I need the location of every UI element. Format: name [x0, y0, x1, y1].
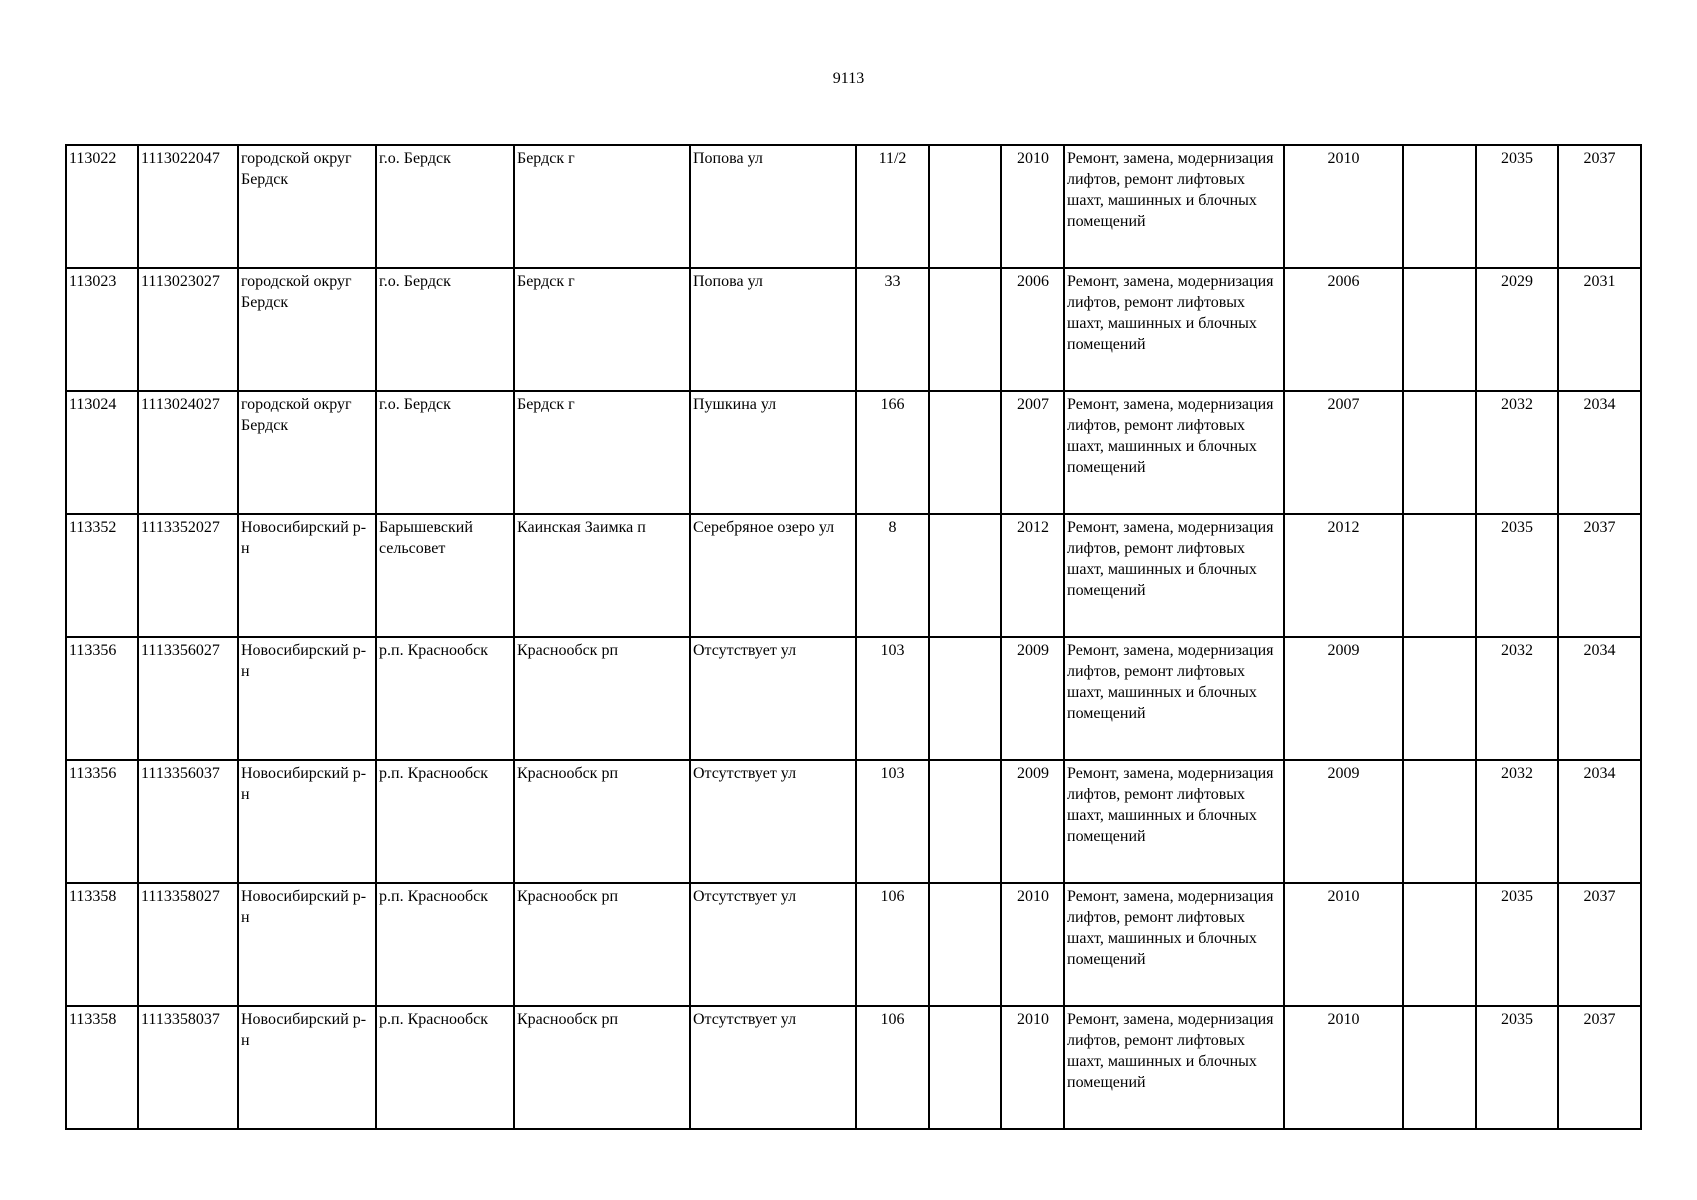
settlement-cell: р.п. Краснообск: [376, 637, 514, 760]
locality-cell: Краснообск рп: [514, 883, 690, 1006]
house-id-cell: 1113358027: [138, 883, 238, 1006]
period-end-cell: 2034: [1558, 760, 1641, 883]
empty-cell: [1403, 391, 1476, 514]
period-end-cell: 2034: [1558, 637, 1641, 760]
house-number-cell: 33: [856, 268, 929, 391]
municipal-district-cell: городской округ Бердск: [238, 268, 376, 391]
municipal-district-cell: Новосибирский р-н: [238, 1006, 376, 1129]
street-cell: Отсутствует ул: [690, 883, 856, 1006]
last-repair-year-cell: 2012: [1284, 514, 1403, 637]
work-type-cell: Ремонт, замена, модернизация лифтов, ремонт лифтовых шахт, машинных и блочных помещений: [1064, 637, 1284, 760]
locality-cell: Бердск г: [514, 145, 690, 268]
region-code-cell: 113356: [66, 760, 138, 883]
street-cell: Попова ул: [690, 145, 856, 268]
last-repair-year-cell: 2009: [1284, 637, 1403, 760]
building-cell: [929, 145, 1001, 268]
period-end-cell: 2031: [1558, 268, 1641, 391]
region-code-cell: 113023: [66, 268, 138, 391]
work-type-cell: Ремонт, замена, модернизация лифтов, ремонт лифтовых шахт, машинных и блочных помещений: [1064, 145, 1284, 268]
settlement-cell: г.о. Бердск: [376, 268, 514, 391]
last-repair-year-cell: 2010: [1284, 883, 1403, 1006]
municipal-district-cell: Новосибирский р-н: [238, 637, 376, 760]
locality-cell: Бердск г: [514, 391, 690, 514]
period-start-cell: 2032: [1476, 760, 1558, 883]
settlement-cell: р.п. Краснообск: [376, 760, 514, 883]
house-id-cell: 1113024027: [138, 391, 238, 514]
page-number: 9113: [832, 70, 865, 87]
commission-year-cell: 2010: [1001, 1006, 1064, 1129]
empty-cell: [1403, 145, 1476, 268]
municipal-district-cell: городской округ Бердск: [238, 145, 376, 268]
last-repair-year-cell: 2009: [1284, 760, 1403, 883]
empty-cell: [1403, 760, 1476, 883]
settlement-cell: Барышевский сельсовет: [376, 514, 514, 637]
municipal-district-cell: Новосибирский р-н: [238, 760, 376, 883]
period-start-cell: 2029: [1476, 268, 1558, 391]
house-id-cell: 1113356037: [138, 760, 238, 883]
house-number-cell: 103: [856, 637, 929, 760]
commission-year-cell: 2012: [1001, 514, 1064, 637]
period-start-cell: 2032: [1476, 637, 1558, 760]
street-cell: Попова ул: [690, 268, 856, 391]
region-code-cell: 113356: [66, 637, 138, 760]
house-id-cell: 1113022047: [138, 145, 238, 268]
locality-cell: Краснообск рп: [514, 637, 690, 760]
locality-cell: Краснообск рп: [514, 1006, 690, 1129]
region-code-cell: 113024: [66, 391, 138, 514]
house-id-cell: 1113352027: [138, 514, 238, 637]
house-number-cell: 11/2: [856, 145, 929, 268]
house-id-cell: 1113023027: [138, 268, 238, 391]
empty-cell: [1403, 883, 1476, 1006]
building-cell: [929, 391, 1001, 514]
region-code-cell: 113352: [66, 514, 138, 637]
house-number-cell: 8: [856, 514, 929, 637]
settlement-cell: р.п. Краснообск: [376, 883, 514, 1006]
empty-cell: [1403, 637, 1476, 760]
last-repair-year-cell: 2006: [1284, 268, 1403, 391]
street-cell: Пушкина ул: [690, 391, 856, 514]
period-end-cell: 2037: [1558, 883, 1641, 1006]
municipal-district-cell: городской округ Бердск: [238, 391, 376, 514]
period-end-cell: 2037: [1558, 514, 1641, 637]
period-end-cell: 2037: [1558, 1006, 1641, 1129]
street-cell: Серебряное озеро ул: [690, 514, 856, 637]
house-number-cell: 103: [856, 760, 929, 883]
table-row: [66, 391, 1641, 514]
region-code-cell: 113022: [66, 145, 138, 268]
period-end-cell: 2037: [1558, 145, 1641, 268]
building-cell: [929, 760, 1001, 883]
work-type-cell: Ремонт, замена, модернизация лифтов, ремонт лифтовых шахт, машинных и блочных помещений: [1064, 514, 1284, 637]
work-type-cell: Ремонт, замена, модернизация лифтов, ремонт лифтовых шахт, машинных и блочных помещений: [1064, 391, 1284, 514]
house-number-cell: 106: [856, 1006, 929, 1129]
table-row: [66, 268, 1641, 391]
last-repair-year-cell: 2007: [1284, 391, 1403, 514]
municipal-district-cell: Новосибирский р-н: [238, 514, 376, 637]
settlement-cell: г.о. Бердск: [376, 145, 514, 268]
building-cell: [929, 1006, 1001, 1129]
work-type-cell: Ремонт, замена, модернизация лифтов, ремонт лифтовых шахт, машинных и блочных помещений: [1064, 883, 1284, 1006]
commission-year-cell: 2006: [1001, 268, 1064, 391]
registry-table: [65, 144, 1642, 1130]
municipal-district-cell: Новосибирский р-н: [238, 883, 376, 1006]
street-cell: Отсутствует ул: [690, 1006, 856, 1129]
street-cell: Отсутствует ул: [690, 637, 856, 760]
commission-year-cell: 2009: [1001, 637, 1064, 760]
settlement-cell: р.п. Краснообск: [376, 1006, 514, 1129]
house-id-cell: 1113358037: [138, 1006, 238, 1129]
region-code-cell: 113358: [66, 883, 138, 1006]
last-repair-year-cell: 2010: [1284, 1006, 1403, 1129]
period-start-cell: 2035: [1476, 514, 1558, 637]
empty-cell: [1403, 514, 1476, 637]
table-row: [66, 1006, 1641, 1129]
locality-cell: Каинская Заимка п: [514, 514, 690, 637]
commission-year-cell: 2009: [1001, 760, 1064, 883]
period-start-cell: 2035: [1476, 145, 1558, 268]
period-start-cell: 2035: [1476, 883, 1558, 1006]
locality-cell: Бердск г: [514, 268, 690, 391]
street-cell: Отсутствует ул: [690, 760, 856, 883]
building-cell: [929, 883, 1001, 1006]
period-start-cell: 2032: [1476, 391, 1558, 514]
empty-cell: [1403, 1006, 1476, 1129]
table-row: [66, 514, 1641, 637]
table-row: [66, 637, 1641, 760]
house-number-cell: 106: [856, 883, 929, 1006]
house-id-cell: 1113356027: [138, 637, 238, 760]
last-repair-year-cell: 2010: [1284, 145, 1403, 268]
work-type-cell: Ремонт, замена, модернизация лифтов, ремонт лифтовых шахт, машинных и блочных помещений: [1064, 1006, 1284, 1129]
period-start-cell: 2035: [1476, 1006, 1558, 1129]
work-type-cell: Ремонт, замена, модернизация лифтов, ремонт лифтовых шахт, машинных и блочных помещений: [1064, 268, 1284, 391]
building-cell: [929, 514, 1001, 637]
table-row: [66, 883, 1641, 1006]
table-row: [66, 145, 1641, 268]
region-code-cell: 113358: [66, 1006, 138, 1129]
house-number-cell: 166: [856, 391, 929, 514]
empty-cell: [1403, 268, 1476, 391]
commission-year-cell: 2010: [1001, 145, 1064, 268]
building-cell: [929, 268, 1001, 391]
period-end-cell: 2034: [1558, 391, 1641, 514]
work-type-cell: Ремонт, замена, модернизация лифтов, ремонт лифтовых шахт, машинных и блочных помещений: [1064, 760, 1284, 883]
building-cell: [929, 637, 1001, 760]
locality-cell: Краснообск рп: [514, 760, 690, 883]
commission-year-cell: 2007: [1001, 391, 1064, 514]
settlement-cell: г.о. Бердск: [376, 391, 514, 514]
commission-year-cell: 2010: [1001, 883, 1064, 1006]
table-row: [66, 760, 1641, 883]
